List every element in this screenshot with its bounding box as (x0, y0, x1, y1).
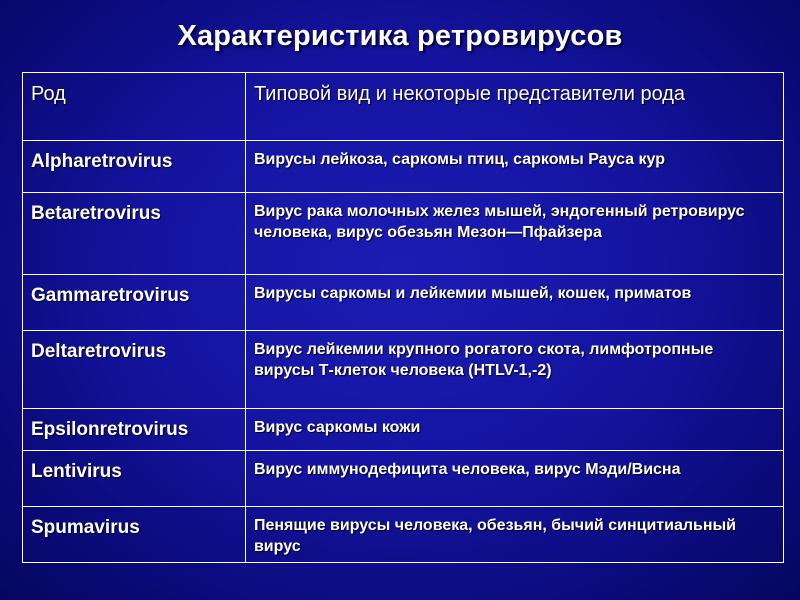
description-cell: Вирус саркомы кожи (245, 409, 783, 451)
genus-cell: Spumavirus (23, 507, 246, 563)
description-cell: Вирус иммунодефицита человека, вирус Мэди/Висна (245, 451, 783, 507)
genus-cell: Lentivirus (23, 451, 246, 507)
table-row (23, 451, 784, 507)
header-genus: Род (23, 73, 246, 141)
genus-cell: Deltaretrovirus (23, 331, 246, 409)
table-row (23, 275, 784, 331)
description-cell: Пенящие вирусы человека, обезьян, бычий синцитиальный вирус (245, 507, 783, 563)
table-row (23, 409, 784, 451)
description-cell: Вирус лейкемии крупного рогатого скота, лимфотропные вирусы Т-клеток человека (HTLV-1,-2) (245, 331, 783, 409)
slide-title: Характеристика ретровирусов (177, 20, 623, 52)
table-header-row (23, 73, 784, 141)
table-row (23, 331, 784, 409)
table-row (23, 141, 784, 193)
genus-cell: Alpharetrovirus (23, 141, 246, 193)
description-cell: Вирус рака молочных желез мышей, эндогенный ретровирус человека, вирус обезьян Мезон—Пфайзера (245, 193, 783, 275)
description-cell: Вирусы саркомы и лейкемии мышей, кошек, приматов (245, 275, 783, 331)
genus-cell: Betaretrovirus (23, 193, 246, 275)
description-cell: Вирусы лейкоза, саркомы птиц, саркомы Рауса кур (245, 141, 783, 193)
header-description: Типовой вид и некоторые представители рода (245, 73, 783, 141)
genus-cell: Epsilonretrovirus (23, 409, 246, 451)
table-row (23, 507, 784, 563)
table-row (23, 193, 784, 275)
retrovirus-table (22, 72, 784, 563)
genus-cell: Gammaretrovirus (23, 275, 246, 331)
